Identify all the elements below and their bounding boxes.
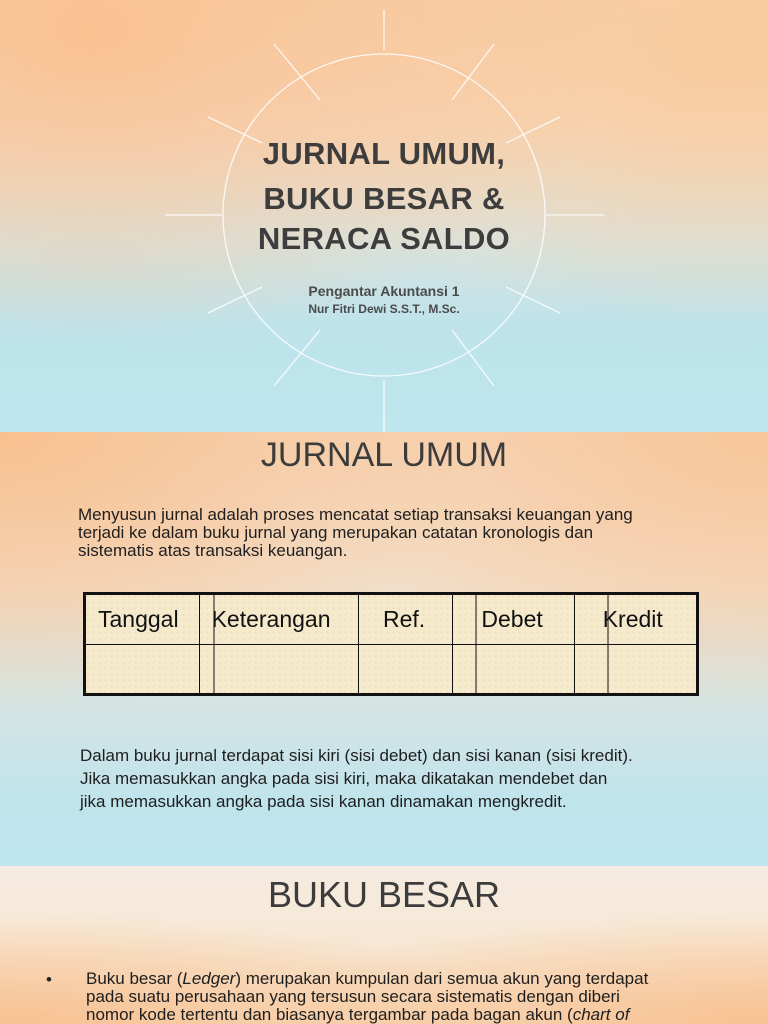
chart-of-term: chart of [572, 1005, 630, 1024]
buku-besar-slide [0, 866, 768, 1024]
course-subtitle: Pengantar Akuntansi 1 [308, 283, 460, 299]
jurnal-umum-slide [0, 432, 768, 866]
col-header-debet: Debet [453, 594, 574, 645]
intro-line: Menyusun jurnal adalah proses mencatat setiap transaksi keuangan yang [78, 505, 633, 524]
col-header-kredit: Kredit [574, 594, 697, 645]
col-header-ref: Ref. [358, 594, 452, 645]
bullet-text [86, 970, 648, 1024]
bullet-icon: • [46, 970, 52, 989]
explain-line: Jika memasukkan angka pada sisi kiri, maka dikatakan mendebet dan [80, 769, 608, 788]
intro-line: terjadi ke dalam buku jurnal yang merupakan catatan kronologis dan [78, 523, 594, 542]
title-line-2: BUKU BESAR & [263, 181, 505, 216]
author-name: Nur Fitri Dewi S.S.T., M.Sc. [308, 302, 460, 316]
title-line-3: NERACA SALDO [257, 221, 511, 256]
explain-line: Dalam buku jurnal terdapat sisi kiri (sisi debet) dan sisi kanan (sisi kredit). [80, 746, 633, 765]
col-header-tanggal: Tanggal [85, 594, 200, 645]
explain-line: jika memasukkan angka pada sisi kanan dinamakan mengkredit. [80, 792, 567, 811]
col-header-keterangan: Keterangan [199, 594, 358, 645]
title-line-1: JURNAL UMUM, [262, 136, 506, 171]
bullet-line-1 [86, 970, 648, 988]
text-segment: nomor kode tertentu dan biasanya tergambar pada bagan akun ( [86, 1005, 573, 1024]
explain-paragraph [80, 744, 633, 813]
bullet-line-2: pada suatu perusahaan yang tersusun secara sistematis dengan diberi [86, 987, 620, 1006]
text-segment: ) merupakan kumpulan dari semua akun yang terdapat [235, 969, 649, 988]
buku-besar-heading: BUKU BESAR [267, 874, 501, 915]
intro-line: sistematis atas transaksi keuangan. [78, 541, 348, 560]
bullet-line-3 [86, 1006, 648, 1024]
jurnal-umum-heading: JURNAL UMUM [260, 436, 508, 474]
title-slide [0, 0, 768, 432]
ledger-term: Ledger [182, 969, 236, 988]
text-segment: Buku besar ( [86, 969, 183, 988]
